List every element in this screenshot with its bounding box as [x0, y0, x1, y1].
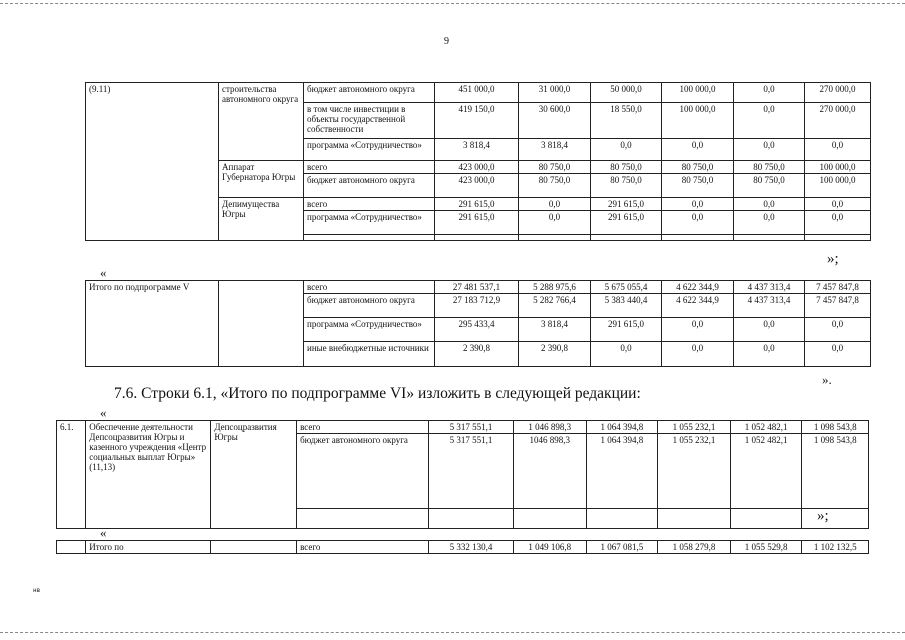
empty-cell: [662, 235, 734, 241]
opening-quote-3: «: [100, 525, 107, 540]
value-cell: 18 550,0: [591, 103, 662, 139]
value-cell: 5 383 440,4: [591, 294, 662, 318]
value-cell: 291 615,0: [435, 198, 519, 211]
value-cell: 80 750,0: [734, 161, 805, 174]
empty-cell: [519, 235, 591, 241]
empty-cell: [734, 235, 805, 241]
value-cell: 0,0: [662, 318, 734, 342]
closing-quote-2: ».: [822, 372, 832, 387]
table-subprogram-vi-total: [56, 540, 869, 554]
empty-cell: [586, 509, 658, 529]
source-cell: иные внебюджетные источники: [304, 342, 435, 367]
value-cell: 31 000,0: [519, 83, 591, 103]
source-cell: бюджет автономного округа: [304, 83, 435, 103]
source-cell: программа «Сотрудничество»: [304, 318, 435, 342]
value-cell: 80 750,0: [591, 174, 662, 198]
value-cell: 291 615,0: [591, 211, 662, 235]
executor-cell: Депимущества Югры: [219, 198, 304, 241]
total-label: Итого по подпрограмме V: [86, 281, 219, 367]
table-continuation: [85, 82, 871, 241]
value-cell: 5 317 551,1: [429, 434, 514, 509]
value-cell: 1 055 529,8: [730, 541, 802, 554]
value-cell: 0,0: [734, 211, 805, 235]
value-cell: 5 282 766,4: [519, 294, 591, 318]
value-cell: 0,0: [734, 318, 805, 342]
section-heading: 7.6. Строки 6.1, «Итого по подпрограмме VI» изложить в следующей редакции:: [114, 385, 641, 402]
measure-name: Обеспечение деятельности Депсоцразвития Югры и казенного учреждения «Центр социальных выплат Югры» (11,13): [86, 421, 211, 529]
value-cell: 100 000,0: [662, 83, 734, 103]
empty-cell: [429, 509, 514, 529]
value-cell: 0,0: [805, 139, 871, 161]
value-cell: 80 750,0: [662, 174, 734, 198]
value-cell: 1046 898,3: [513, 434, 586, 509]
page-number: 9: [444, 36, 449, 47]
footer-mark: нв: [33, 587, 41, 594]
value-cell: 0,0: [662, 211, 734, 235]
source-cell: бюджет автономного округа: [297, 434, 429, 509]
value-cell: 100 000,0: [805, 161, 871, 174]
value-cell: 5 288 975,6: [519, 281, 591, 294]
source-cell: в том числе инвестиции в объекты государственной собственности: [304, 103, 435, 139]
value-cell: 0,0: [734, 342, 805, 367]
empty-cell: [802, 509, 869, 529]
value-cell: 1 064 394,8: [586, 434, 658, 509]
source-cell: всего: [304, 161, 435, 174]
empty-cell: [658, 509, 731, 529]
value-cell: 423 000,0: [435, 161, 519, 174]
value-cell: 1 052 482,1: [730, 421, 802, 434]
value-cell: 30 600,0: [519, 103, 591, 139]
opening-quote-2: «: [100, 405, 107, 420]
empty-cell: [304, 235, 435, 241]
value-cell: 80 750,0: [519, 174, 591, 198]
value-cell: 0,0: [591, 139, 662, 161]
value-cell: 0,0: [662, 139, 734, 161]
value-cell: 0,0: [734, 198, 805, 211]
closing-quote-1: »;: [827, 251, 839, 267]
value-cell: 7 457 847,8: [805, 281, 871, 294]
value-cell: 451 000,0: [435, 83, 519, 103]
value-cell: 3 818,4: [519, 139, 591, 161]
value-cell: 291 615,0: [435, 211, 519, 235]
value-cell: 80 750,0: [591, 161, 662, 174]
value-cell: 27 481 537,1: [435, 281, 519, 294]
bottom-scan-edge: [0, 632, 905, 633]
empty-cell: [591, 235, 662, 241]
value-cell: 1 102 132,5: [802, 541, 869, 554]
empty-cell: [211, 541, 297, 554]
value-cell: 0,0: [734, 139, 805, 161]
row-code: (9.11): [86, 83, 219, 241]
value-cell: 291 615,0: [591, 198, 662, 211]
value-cell: 1 046 898,3: [513, 421, 586, 434]
closing-quote-3: »;: [817, 508, 829, 524]
value-cell: 4 622 344,9: [662, 294, 734, 318]
value-cell: 5 675 055,4: [591, 281, 662, 294]
value-cell: 2 390,8: [435, 342, 519, 367]
source-cell: всего: [304, 281, 435, 294]
value-cell: 0,0: [662, 198, 734, 211]
value-cell: 0,0: [805, 318, 871, 342]
value-cell: 270 000,0: [805, 83, 871, 103]
value-cell: 423 000,0: [435, 174, 519, 198]
executor-cell: строительства автономного округа: [219, 83, 304, 161]
value-cell: 100 000,0: [662, 103, 734, 139]
value-cell: 0,0: [591, 342, 662, 367]
source-cell: программа «Сотрудничество»: [304, 211, 435, 235]
executor-cell: Аппарат Губернатора Югры: [219, 161, 304, 198]
value-cell: 80 750,0: [734, 174, 805, 198]
value-cell: 1 058 279,8: [658, 541, 731, 554]
value-cell: 4 622 344,9: [662, 281, 734, 294]
value-cell: 1 098 543,8: [802, 421, 869, 434]
value-cell: 0,0: [519, 198, 591, 211]
value-cell: 27 183 712,9: [435, 294, 519, 318]
empty-cell: [513, 509, 586, 529]
row-number: 6.1.: [57, 421, 86, 529]
value-cell: 4 437 313,4: [734, 294, 805, 318]
empty-cell: [805, 235, 871, 241]
value-cell: 1 067 081,5: [586, 541, 658, 554]
empty-cell: [57, 541, 86, 554]
source-cell: всего: [297, 421, 429, 434]
value-cell: 80 750,0: [662, 161, 734, 174]
value-cell: 1 052 482,1: [730, 434, 802, 509]
value-cell: 1 055 232,1: [658, 434, 731, 509]
table-row: [57, 541, 869, 554]
empty-cell: [297, 509, 429, 529]
empty-cell: [219, 281, 304, 367]
value-cell: 0,0: [734, 103, 805, 139]
empty-cell: [730, 509, 802, 529]
empty-cell: [435, 235, 519, 241]
value-cell: 0,0: [734, 83, 805, 103]
value-cell: 1 064 394,8: [586, 421, 658, 434]
value-cell: 5 317 551,1: [429, 421, 514, 434]
value-cell: 419 150,0: [435, 103, 519, 139]
value-cell: 50 000,0: [591, 83, 662, 103]
value-cell: 4 437 313,4: [734, 281, 805, 294]
value-cell: 0,0: [805, 342, 871, 367]
value-cell: 295 433,4: [435, 318, 519, 342]
value-cell: 0,0: [805, 198, 871, 211]
value-cell: 0,0: [662, 342, 734, 367]
executor-cell: Депсоцразвития Югры: [211, 421, 297, 529]
value-cell: 2 390,8: [519, 342, 591, 367]
table-row: [86, 83, 871, 103]
total-label: Итого по: [86, 541, 211, 554]
value-cell: 291 615,0: [591, 318, 662, 342]
source-cell: программа «Сотрудничество»: [304, 139, 435, 161]
table-row: [86, 281, 871, 294]
value-cell: 1 098 543,8: [802, 434, 869, 509]
value-cell: 0,0: [805, 211, 871, 235]
value-cell: 80 750,0: [519, 161, 591, 174]
value-cell: 7 457 847,8: [805, 294, 871, 318]
source-cell: бюджет автономного округа: [304, 174, 435, 198]
source-cell: бюджет автономного округа: [304, 294, 435, 318]
table-row: [57, 421, 869, 434]
value-cell: 1 049 106,8: [513, 541, 586, 554]
value-cell: 1 055 232,1: [658, 421, 731, 434]
value-cell: 100 000,0: [805, 174, 871, 198]
opening-quote-1: «: [100, 265, 107, 280]
value-cell: 3 818,4: [435, 139, 519, 161]
table-row-6-1: [56, 420, 869, 529]
source-cell: всего: [304, 198, 435, 211]
value-cell: 3 818,4: [519, 318, 591, 342]
table-subprogram-v-total: [85, 280, 871, 367]
value-cell: 270 000,0: [805, 103, 871, 139]
source-cell: всего: [297, 541, 429, 554]
value-cell: 5 332 130,4: [429, 541, 514, 554]
value-cell: 0,0: [519, 211, 591, 235]
top-scan-edge: [0, 3, 905, 4]
